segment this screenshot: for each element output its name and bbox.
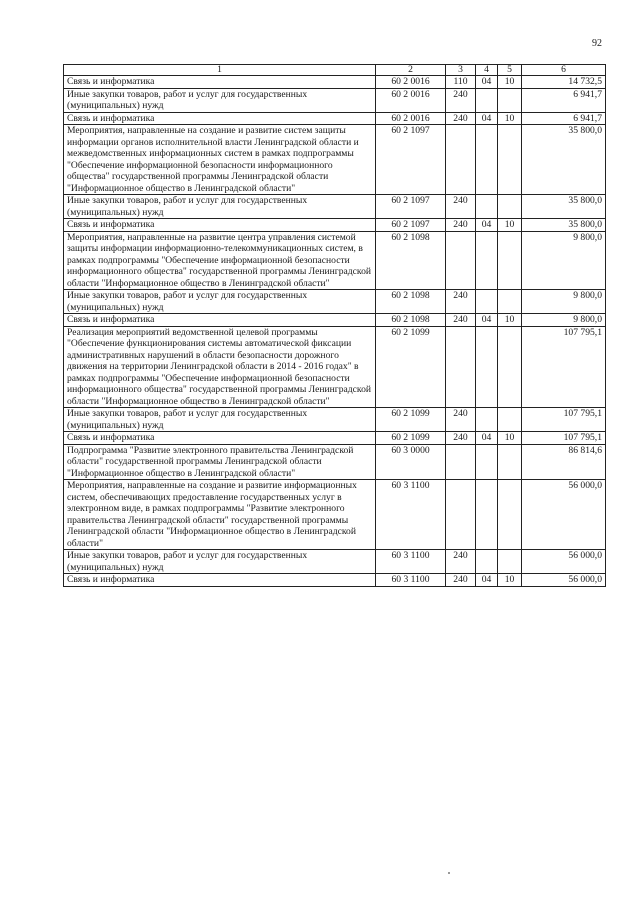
cell-pr xyxy=(498,480,522,550)
cell-code: 60 2 1098 xyxy=(376,231,446,290)
cell-name: Связь и информатика xyxy=(64,574,376,587)
cell-rz xyxy=(476,550,498,574)
cell-pr xyxy=(498,290,522,314)
cell-code: 60 2 1098 xyxy=(376,314,446,327)
table-row xyxy=(64,444,606,480)
cell-code: 60 3 1100 xyxy=(376,480,446,550)
cell-vr: 240 xyxy=(446,314,476,327)
cell-amount: 107 795,1 xyxy=(522,408,606,432)
cell-amount: 35 800,0 xyxy=(522,195,606,219)
cell-name: Мероприятия, направленные на создание и развитие информационных систем, обеспечивающих предоставление государственных услуг в электронном виде, в рамках подпрограммы "Развитие электронного правительства Ленинградской области" государственной программы Ленинградской области "Информационное общество в Ленинградской области" xyxy=(64,480,376,550)
cell-rz xyxy=(476,444,498,480)
cell-amount: 56 000,0 xyxy=(522,574,606,587)
cell-name: Реализация мероприятий ведомственной целевой программы "Обеспечение функционирования системы автоматической фиксации административных нарушений в области безопасности дорожного движения на территории Ленинградской области в 2014 - 2016 годах" в рамках подпрограммы "Обеспечение информационной безопасности информационного общества" государственной программы Ленинградской области "Информационное общество в Ленинградской области" xyxy=(64,326,376,408)
cell-rz xyxy=(476,195,498,219)
table-row xyxy=(64,231,606,290)
table-row xyxy=(64,76,606,89)
cell-amount: 107 795,1 xyxy=(522,432,606,445)
header-col-5: 5 xyxy=(498,65,522,76)
cell-name: Связь и информатика xyxy=(64,76,376,89)
cell-vr xyxy=(446,326,476,408)
cell-name: Связь и информатика xyxy=(64,432,376,445)
table-header-row xyxy=(64,65,606,76)
table-row xyxy=(64,88,606,112)
cell-vr xyxy=(446,444,476,480)
cell-pr xyxy=(498,326,522,408)
cell-code: 60 2 0016 xyxy=(376,76,446,89)
cell-vr xyxy=(446,480,476,550)
cell-code: 60 2 1099 xyxy=(376,432,446,445)
cell-code: 60 2 1097 xyxy=(376,195,446,219)
cell-vr: 240 xyxy=(446,574,476,587)
header-col-2: 2 xyxy=(376,65,446,76)
cell-pr xyxy=(498,408,522,432)
cell-code: 60 3 1100 xyxy=(376,574,446,587)
cell-vr: 240 xyxy=(446,408,476,432)
cell-pr xyxy=(498,195,522,219)
table-row xyxy=(64,195,606,219)
cell-rz: 04 xyxy=(476,76,498,89)
cell-code: 60 2 1099 xyxy=(376,326,446,408)
budget-table xyxy=(63,64,606,587)
cell-pr: 10 xyxy=(498,219,522,232)
cell-pr: 10 xyxy=(498,112,522,125)
cell-name: Связь и информатика xyxy=(64,112,376,125)
table-row xyxy=(64,550,606,574)
cell-pr: 10 xyxy=(498,574,522,587)
cell-code: 60 2 1097 xyxy=(376,219,446,232)
header-col-6: 6 xyxy=(522,65,606,76)
cell-amount: 9 800,0 xyxy=(522,290,606,314)
cell-code: 60 2 0016 xyxy=(376,112,446,125)
cell-vr: 240 xyxy=(446,219,476,232)
cell-vr: 240 xyxy=(446,432,476,445)
cell-vr xyxy=(446,125,476,195)
cell-name: Подпрограмма "Развитие электронного правительства Ленинградской области" государственной программы Ленинградской области "Информационное общество в Ленинградской области" xyxy=(64,444,376,480)
cell-rz xyxy=(476,290,498,314)
cell-amount: 6 941,7 xyxy=(522,112,606,125)
cell-pr xyxy=(498,444,522,480)
cell-rz xyxy=(476,125,498,195)
cell-vr: 240 xyxy=(446,550,476,574)
header-col-1: 1 xyxy=(64,65,376,76)
cell-rz xyxy=(476,326,498,408)
cell-name: Иные закупки товаров, работ и услуг для государственных (муниципальных) нужд xyxy=(64,88,376,112)
page-number: 92 xyxy=(592,38,602,49)
table-row xyxy=(64,480,606,550)
cell-pr: 10 xyxy=(498,314,522,327)
cell-vr: 110 xyxy=(446,76,476,89)
cell-rz: 04 xyxy=(476,574,498,587)
cell-rz: 04 xyxy=(476,432,498,445)
cell-name: Связь и информатика xyxy=(64,314,376,327)
cell-amount: 35 800,0 xyxy=(522,219,606,232)
cell-code: 60 3 0000 xyxy=(376,444,446,480)
cell-amount: 14 732,5 xyxy=(522,76,606,89)
cell-pr xyxy=(498,125,522,195)
cell-code: 60 3 1100 xyxy=(376,550,446,574)
cell-code: 60 2 1099 xyxy=(376,408,446,432)
table-row xyxy=(64,432,606,445)
cell-name: Иные закупки товаров, работ и услуг для государственных (муниципальных) нужд xyxy=(64,290,376,314)
cell-vr: 240 xyxy=(446,195,476,219)
cell-code: 60 2 1098 xyxy=(376,290,446,314)
table-row xyxy=(64,326,606,408)
header-col-3: 3 xyxy=(446,65,476,76)
cell-amount: 6 941,7 xyxy=(522,88,606,112)
table-row xyxy=(64,290,606,314)
header-col-4: 4 xyxy=(476,65,498,76)
cell-pr xyxy=(498,550,522,574)
cell-rz xyxy=(476,88,498,112)
cell-name: Иные закупки товаров, работ и услуг для государственных (муниципальных) нужд xyxy=(64,408,376,432)
cell-amount: 86 814,6 xyxy=(522,444,606,480)
table-row xyxy=(64,125,606,195)
cell-code: 60 2 1097 xyxy=(376,125,446,195)
cell-pr xyxy=(498,88,522,112)
cell-rz: 04 xyxy=(476,219,498,232)
cell-vr: 240 xyxy=(446,112,476,125)
cell-amount: 9 800,0 xyxy=(522,231,606,290)
scan-speck xyxy=(448,872,450,874)
cell-amount: 107 795,1 xyxy=(522,326,606,408)
cell-rz xyxy=(476,231,498,290)
table-row xyxy=(64,112,606,125)
cell-rz xyxy=(476,480,498,550)
cell-vr: 240 xyxy=(446,290,476,314)
cell-pr: 10 xyxy=(498,76,522,89)
cell-pr xyxy=(498,231,522,290)
cell-name: Мероприятия, направленные на создание и развитие систем защиты информации органов исполнительной власти Ленинградской области и межведомственных информационных систем в рамках подпрограммы "Обеспечение информационной безопасности информационного общества" государственной программы Ленинградской области "Информационное общество в Ленинградской области" xyxy=(64,125,376,195)
cell-pr: 10 xyxy=(498,432,522,445)
table-row xyxy=(64,314,606,327)
cell-name: Связь и информатика xyxy=(64,219,376,232)
cell-amount: 56 000,0 xyxy=(522,550,606,574)
cell-rz: 04 xyxy=(476,314,498,327)
cell-name: Иные закупки товаров, работ и услуг для государственных (муниципальных) нужд xyxy=(64,195,376,219)
table-row xyxy=(64,408,606,432)
cell-amount: 9 800,0 xyxy=(522,314,606,327)
cell-code: 60 2 0016 xyxy=(376,88,446,112)
cell-vr xyxy=(446,231,476,290)
table-row xyxy=(64,574,606,587)
cell-amount: 35 800,0 xyxy=(522,125,606,195)
cell-name: Иные закупки товаров, работ и услуг для государственных (муниципальных) нужд xyxy=(64,550,376,574)
cell-amount: 56 000,0 xyxy=(522,480,606,550)
cell-name: Мероприятия, направленные на развитие центра управления системой защиты информации информационно-телекоммуникационных систем, в рамках подпрограммы "Обеспечение информационной безопасности информационного общества" государственной программы Ленинградской области "Информационное общество в Ленинградской области" xyxy=(64,231,376,290)
cell-vr: 240 xyxy=(446,88,476,112)
table-row xyxy=(64,219,606,232)
cell-rz: 04 xyxy=(476,112,498,125)
cell-rz xyxy=(476,408,498,432)
